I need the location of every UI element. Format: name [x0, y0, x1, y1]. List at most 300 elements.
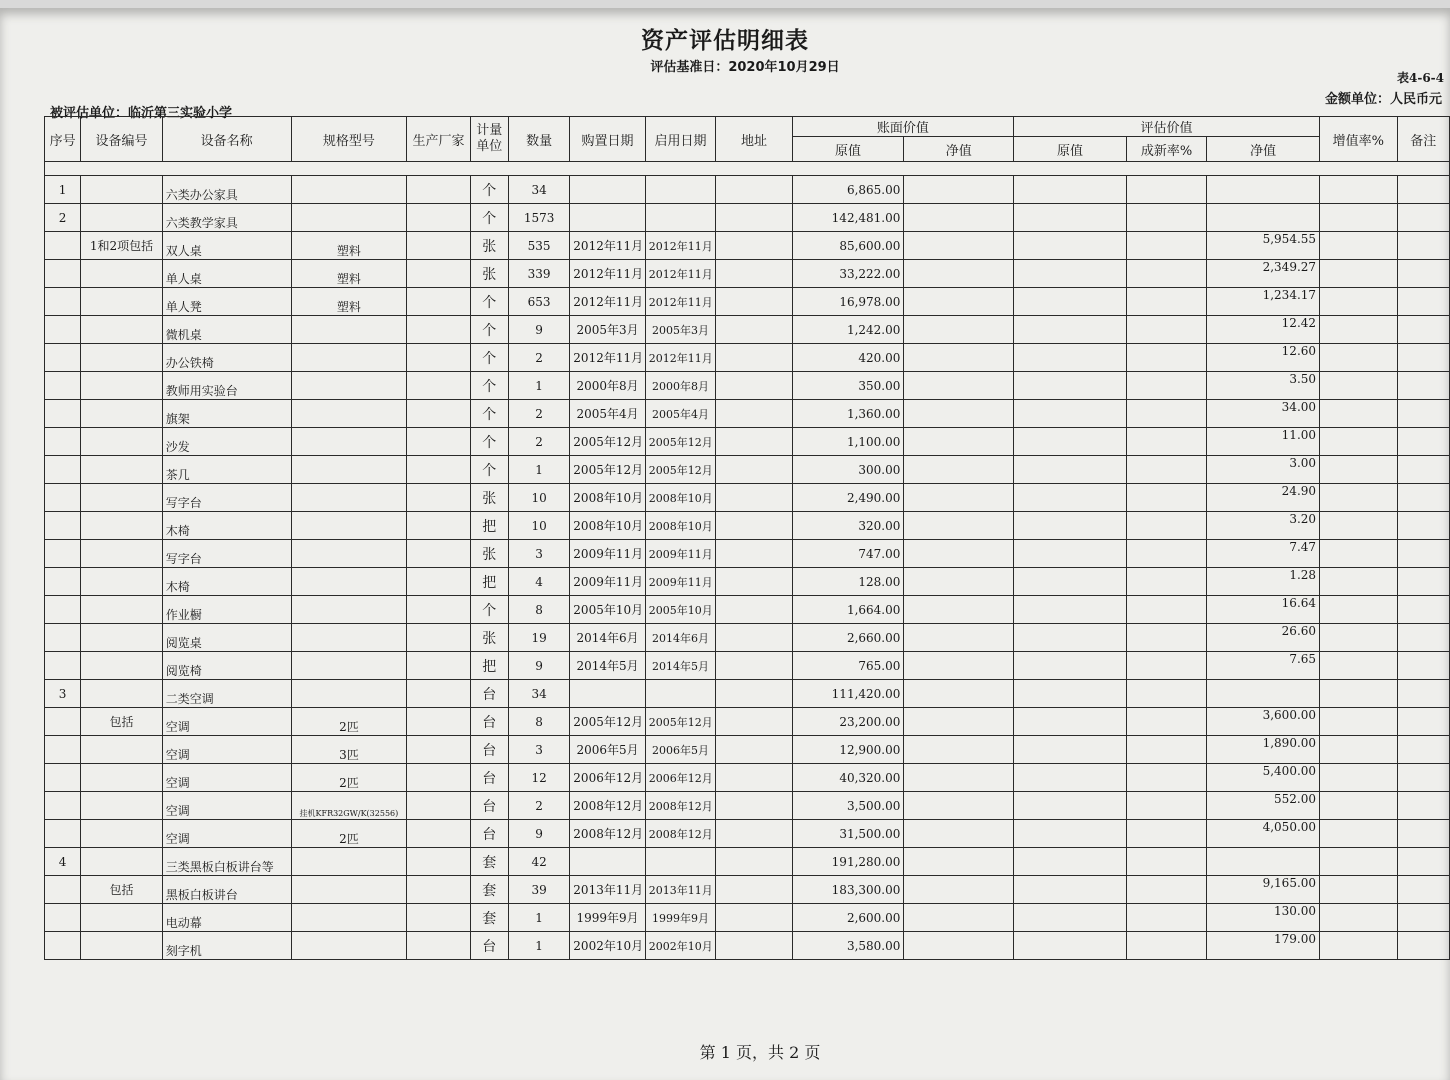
spec-cell: [291, 624, 407, 652]
eval-rate-cell: [1126, 932, 1207, 960]
seq-cell: [45, 792, 81, 820]
table-row: [45, 624, 1450, 652]
buy-date-cell: 2009年11月: [570, 568, 645, 596]
eval-orig-cell: [1014, 204, 1127, 232]
note-cell: [1397, 848, 1449, 876]
name-cell: 电动幕: [162, 904, 291, 932]
eval-net-cell: 12.60: [1207, 344, 1320, 372]
name-cell: 阅览桌: [162, 624, 291, 652]
address-cell: [716, 540, 792, 568]
spec-cell: 2匹: [291, 708, 407, 736]
document-page: [0, 8, 1450, 1080]
address-cell: [716, 596, 792, 624]
col-eval-net: 净值: [1207, 137, 1320, 162]
seq-cell: [45, 232, 81, 260]
name-cell: 茶几: [162, 456, 291, 484]
eval-rate-cell: [1126, 428, 1207, 456]
name-cell: 空调: [162, 736, 291, 764]
spec-cell: [291, 568, 407, 596]
name-cell: 写字台: [162, 484, 291, 512]
eval-rate-cell: [1126, 708, 1207, 736]
table-row: [45, 540, 1450, 568]
eval-orig-cell: [1014, 176, 1127, 204]
use-date-cell: 2006年12月: [645, 764, 715, 792]
note-cell: [1397, 456, 1449, 484]
code-cell: [81, 428, 163, 456]
eval-net-cell: 4,050.00: [1207, 820, 1320, 848]
increase-rate-cell: [1320, 428, 1397, 456]
code-cell: [81, 848, 163, 876]
buy-date-cell: 2013年11月: [570, 876, 645, 904]
eval-orig-cell: [1014, 400, 1127, 428]
increase-rate-cell: [1320, 568, 1397, 596]
seq-cell: [45, 400, 81, 428]
book-net-cell: [904, 820, 1014, 848]
eval-rate-cell: [1126, 260, 1207, 288]
maker-cell: [407, 876, 470, 904]
maker-cell: [407, 540, 470, 568]
note-cell: [1397, 736, 1449, 764]
spec-cell: 挂机KFR32GW/K(32556): [291, 792, 407, 820]
note-cell: [1397, 484, 1449, 512]
use-date-cell: 2005年10月: [645, 596, 715, 624]
eval-rate-cell: [1126, 876, 1207, 904]
code-cell: [81, 932, 163, 960]
increase-rate-cell: [1320, 904, 1397, 932]
increase-rate-cell: [1320, 708, 1397, 736]
seq-cell: [45, 484, 81, 512]
table-row: [45, 316, 1450, 344]
buy-date-cell: 2014年6月: [570, 624, 645, 652]
col-name: 设备名称: [162, 117, 291, 162]
eval-rate-cell: [1126, 400, 1207, 428]
eval-rate-cell: [1126, 820, 1207, 848]
asset-detail-table: [44, 116, 1450, 960]
spec-cell: [291, 848, 407, 876]
code-cell: [81, 512, 163, 540]
book-net-cell: [904, 176, 1014, 204]
book-net-cell: [904, 232, 1014, 260]
address-cell: [716, 176, 792, 204]
note-cell: [1397, 260, 1449, 288]
unit-cell: 个: [470, 372, 508, 400]
use-date-cell: [645, 204, 715, 232]
eval-net-cell: [1207, 204, 1320, 232]
unit-cell: 套: [470, 876, 508, 904]
code-cell: [81, 792, 163, 820]
buy-date-cell: 2008年12月: [570, 792, 645, 820]
qty-cell: 8: [508, 596, 569, 624]
unit-cell: 张: [470, 232, 508, 260]
col-maker: 生产厂家: [407, 117, 470, 162]
table-row: [45, 876, 1450, 904]
maker-cell: [407, 624, 470, 652]
qty-cell: 653: [508, 288, 569, 316]
eval-orig-cell: [1014, 540, 1127, 568]
code-cell: [81, 400, 163, 428]
qty-cell: 2: [508, 428, 569, 456]
eval-net-cell: 24.90: [1207, 484, 1320, 512]
increase-rate-cell: [1320, 540, 1397, 568]
buy-date-cell: 2005年4月: [570, 400, 645, 428]
table-row: [45, 428, 1450, 456]
unit-cell: 台: [470, 736, 508, 764]
seq-cell: [45, 288, 81, 316]
maker-cell: [407, 792, 470, 820]
book-net-cell: [904, 848, 1014, 876]
eval-rate-cell: [1126, 904, 1207, 932]
col-increase-rate: 增值率%: [1320, 117, 1397, 162]
table-row: [45, 596, 1450, 624]
name-cell: 作业橱: [162, 596, 291, 624]
address-cell: [716, 708, 792, 736]
unit-cell: 个: [470, 344, 508, 372]
buy-date-cell: 2012年11月: [570, 232, 645, 260]
table-row: [45, 652, 1450, 680]
table-row: [45, 400, 1450, 428]
increase-rate-cell: [1320, 680, 1397, 708]
eval-orig-cell: [1014, 792, 1127, 820]
seq-cell: [45, 428, 81, 456]
seq-cell: [45, 456, 81, 484]
table-row: [45, 764, 1450, 792]
note-cell: [1397, 792, 1449, 820]
book-orig-cell: 85,600.00: [792, 232, 904, 260]
eval-net-cell: 3.50: [1207, 372, 1320, 400]
table-row: [45, 680, 1450, 708]
seq-cell: [45, 904, 81, 932]
eval-net-cell: 26.60: [1207, 624, 1320, 652]
address-cell: [716, 428, 792, 456]
book-net-cell: [904, 876, 1014, 904]
valuation-date: 评估基准日：2020年10月29日: [650, 60, 840, 75]
note-cell: [1397, 372, 1449, 400]
eval-net-cell: 1,234.17: [1207, 288, 1320, 316]
page-number: 第 1 页，共 2 页: [699, 1043, 821, 1062]
book-orig-cell: 300.00: [792, 456, 904, 484]
name-cell: 教师用实验台: [162, 372, 291, 400]
spec-cell: 2匹: [291, 820, 407, 848]
unit-cell: 个: [470, 204, 508, 232]
qty-cell: 9: [508, 652, 569, 680]
table-row: [45, 848, 1450, 876]
unit-cell: 把: [470, 568, 508, 596]
seq-cell: [45, 652, 81, 680]
use-date-cell: [645, 848, 715, 876]
evaluated-organization: 被评估单位：临沂第三实验小学: [50, 106, 233, 121]
book-net-cell: [904, 792, 1014, 820]
address-cell: [716, 316, 792, 344]
increase-rate-cell: [1320, 736, 1397, 764]
increase-rate-cell: [1320, 204, 1397, 232]
spec-cell: [291, 484, 407, 512]
spec-cell: 3匹: [291, 736, 407, 764]
eval-rate-cell: [1126, 372, 1207, 400]
eval-rate-cell: [1126, 568, 1207, 596]
table-row: [45, 176, 1450, 204]
note-cell: [1397, 400, 1449, 428]
spec-cell: [291, 596, 407, 624]
eval-orig-cell: [1014, 932, 1127, 960]
book-orig-cell: 191,280.00: [792, 848, 904, 876]
code-cell: [81, 904, 163, 932]
eval-orig-cell: [1014, 624, 1127, 652]
increase-rate-cell: [1320, 400, 1397, 428]
code-cell: [81, 456, 163, 484]
name-cell: 六类办公家具: [162, 176, 291, 204]
eval-orig-cell: [1014, 596, 1127, 624]
use-date-cell: 2006年5月: [645, 736, 715, 764]
eval-net-cell: 130.00: [1207, 904, 1320, 932]
qty-cell: 42: [508, 848, 569, 876]
book-orig-cell: 1,242.00: [792, 316, 904, 344]
spec-cell: [291, 428, 407, 456]
col-buy-date: 购置日期: [570, 117, 645, 162]
seq-cell: [45, 764, 81, 792]
seq-cell: [45, 820, 81, 848]
qty-cell: 19: [508, 624, 569, 652]
eval-rate-cell: [1126, 736, 1207, 764]
maker-cell: [407, 456, 470, 484]
note-cell: [1397, 652, 1449, 680]
increase-rate-cell: [1320, 652, 1397, 680]
eval-net-cell: 11.00: [1207, 428, 1320, 456]
eval-orig-cell: [1014, 484, 1127, 512]
book-orig-cell: 33,222.00: [792, 260, 904, 288]
book-net-cell: [904, 204, 1014, 232]
book-net-cell: [904, 652, 1014, 680]
name-cell: 办公铁椅: [162, 344, 291, 372]
unit-cell: 把: [470, 512, 508, 540]
table-body: [45, 176, 1450, 960]
qty-cell: 1: [508, 932, 569, 960]
book-net-cell: [904, 540, 1014, 568]
name-cell: 微机桌: [162, 316, 291, 344]
eval-net-cell: 12.42: [1207, 316, 1320, 344]
table-row: [45, 820, 1450, 848]
eval-orig-cell: [1014, 344, 1127, 372]
qty-cell: 12: [508, 764, 569, 792]
book-net-cell: [904, 624, 1014, 652]
qty-cell: 39: [508, 876, 569, 904]
code-cell: [81, 484, 163, 512]
eval-orig-cell: [1014, 708, 1127, 736]
code-cell: [81, 568, 163, 596]
note-cell: [1397, 512, 1449, 540]
book-orig-cell: 1,100.00: [792, 428, 904, 456]
col-book-orig: 原值: [792, 137, 904, 162]
eval-orig-cell: [1014, 736, 1127, 764]
spec-cell: [291, 652, 407, 680]
use-date-cell: 2009年11月: [645, 568, 715, 596]
code-cell: [81, 316, 163, 344]
spec-cell: [291, 372, 407, 400]
use-date-cell: [645, 176, 715, 204]
address-cell: [716, 624, 792, 652]
eval-net-cell: [1207, 680, 1320, 708]
increase-rate-cell: [1320, 316, 1397, 344]
use-date-cell: 2005年12月: [645, 708, 715, 736]
book-net-cell: [904, 512, 1014, 540]
eval-rate-cell: [1126, 176, 1207, 204]
address-cell: [716, 876, 792, 904]
eval-rate-cell: [1126, 344, 1207, 372]
address-cell: [716, 204, 792, 232]
name-cell: 阅览椅: [162, 652, 291, 680]
eval-net-cell: 3.00: [1207, 456, 1320, 484]
address-cell: [716, 568, 792, 596]
book-net-cell: [904, 764, 1014, 792]
eval-net-cell: 3.20: [1207, 512, 1320, 540]
table-row: [45, 792, 1450, 820]
name-cell: 二类空调: [162, 680, 291, 708]
qty-cell: 2: [508, 400, 569, 428]
qty-cell: 10: [508, 512, 569, 540]
note-cell: [1397, 820, 1449, 848]
code-cell: [81, 372, 163, 400]
buy-date-cell: [570, 176, 645, 204]
increase-rate-cell: [1320, 484, 1397, 512]
name-cell: 木椅: [162, 512, 291, 540]
buy-date-cell: 2008年10月: [570, 484, 645, 512]
table-row: [45, 904, 1450, 932]
table-row: [45, 456, 1450, 484]
eval-rate-cell: [1126, 316, 1207, 344]
eval-rate-cell: [1126, 456, 1207, 484]
use-date-cell: 2005年12月: [645, 428, 715, 456]
code-cell: [81, 176, 163, 204]
unit-cell: 张: [470, 540, 508, 568]
maker-cell: [407, 596, 470, 624]
spec-cell: [291, 904, 407, 932]
book-net-cell: [904, 680, 1014, 708]
maker-cell: [407, 708, 470, 736]
maker-cell: [407, 316, 470, 344]
table-row: [45, 260, 1450, 288]
col-address: 地址: [716, 117, 792, 162]
code-cell: [81, 288, 163, 316]
eval-net-cell: 7.65: [1207, 652, 1320, 680]
increase-rate-cell: [1320, 624, 1397, 652]
address-cell: [716, 344, 792, 372]
eval-orig-cell: [1014, 512, 1127, 540]
spec-cell: [291, 932, 407, 960]
seq-cell: [45, 568, 81, 596]
increase-rate-cell: [1320, 820, 1397, 848]
col-eval-orig: 原值: [1014, 137, 1127, 162]
address-cell: [716, 484, 792, 512]
note-cell: [1397, 904, 1449, 932]
spec-cell: [291, 680, 407, 708]
seq-cell: 3: [45, 680, 81, 708]
use-date-cell: 2013年11月: [645, 876, 715, 904]
maker-cell: [407, 288, 470, 316]
eval-net-cell: 9,165.00: [1207, 876, 1320, 904]
unit-cell: 个: [470, 596, 508, 624]
eval-net-cell: 5,400.00: [1207, 764, 1320, 792]
unit-cell: 台: [470, 764, 508, 792]
buy-date-cell: 2005年12月: [570, 428, 645, 456]
name-cell: 空调: [162, 764, 291, 792]
book-net-cell: [904, 260, 1014, 288]
unit-cell: 台: [470, 820, 508, 848]
address-cell: [716, 456, 792, 484]
book-orig-cell: 31,500.00: [792, 820, 904, 848]
qty-cell: 1: [508, 456, 569, 484]
col-qty: 数量: [508, 117, 569, 162]
book-orig-cell: 2,660.00: [792, 624, 904, 652]
eval-rate-cell: [1126, 652, 1207, 680]
code-cell: [81, 680, 163, 708]
eval-orig-cell: [1014, 848, 1127, 876]
buy-date-cell: [570, 204, 645, 232]
eval-rate-cell: [1126, 484, 1207, 512]
eval-orig-cell: [1014, 876, 1127, 904]
spec-cell: [291, 344, 407, 372]
maker-cell: [407, 680, 470, 708]
code-cell: [81, 344, 163, 372]
eval-orig-cell: [1014, 904, 1127, 932]
name-cell: 空调: [162, 820, 291, 848]
buy-date-cell: 2006年12月: [570, 764, 645, 792]
qty-cell: 34: [508, 680, 569, 708]
table-row: [45, 932, 1450, 960]
eval-rate-cell: [1126, 232, 1207, 260]
book-orig-cell: 2,490.00: [792, 484, 904, 512]
book-net-cell: [904, 484, 1014, 512]
col-note: 备注: [1397, 117, 1449, 162]
book-net-cell: [904, 932, 1014, 960]
note-cell: [1397, 344, 1449, 372]
use-date-cell: 2008年10月: [645, 512, 715, 540]
book-orig-cell: 142,481.00: [792, 204, 904, 232]
code-cell: [81, 652, 163, 680]
increase-rate-cell: [1320, 372, 1397, 400]
note-cell: [1397, 596, 1449, 624]
book-net-cell: [904, 400, 1014, 428]
seq-cell: [45, 624, 81, 652]
currency-unit: 金额单位：人民币元: [1324, 92, 1442, 107]
buy-date-cell: 2005年3月: [570, 316, 645, 344]
note-cell: [1397, 568, 1449, 596]
book-orig-cell: 1,664.00: [792, 596, 904, 624]
seq-cell: [45, 596, 81, 624]
name-cell: 黑板白板讲台: [162, 876, 291, 904]
qty-cell: 9: [508, 316, 569, 344]
table-number: 表4-6-4: [1396, 71, 1444, 85]
maker-cell: [407, 652, 470, 680]
code-cell: [81, 204, 163, 232]
col-code: 设备编号: [81, 117, 163, 162]
address-cell: [716, 904, 792, 932]
maker-cell: [407, 344, 470, 372]
buy-date-cell: 2000年8月: [570, 372, 645, 400]
book-orig-cell: 40,320.00: [792, 764, 904, 792]
book-net-cell: [904, 596, 1014, 624]
increase-rate-cell: [1320, 176, 1397, 204]
table-row: [45, 372, 1450, 400]
increase-rate-cell: [1320, 848, 1397, 876]
book-net-cell: [904, 708, 1014, 736]
col-eval-rate: 成新率%: [1126, 137, 1207, 162]
seq-cell: [45, 932, 81, 960]
qty-cell: 1573: [508, 204, 569, 232]
address-cell: [716, 680, 792, 708]
increase-rate-cell: [1320, 456, 1397, 484]
table-row: [45, 708, 1450, 736]
address-cell: [716, 820, 792, 848]
qty-cell: 339: [508, 260, 569, 288]
